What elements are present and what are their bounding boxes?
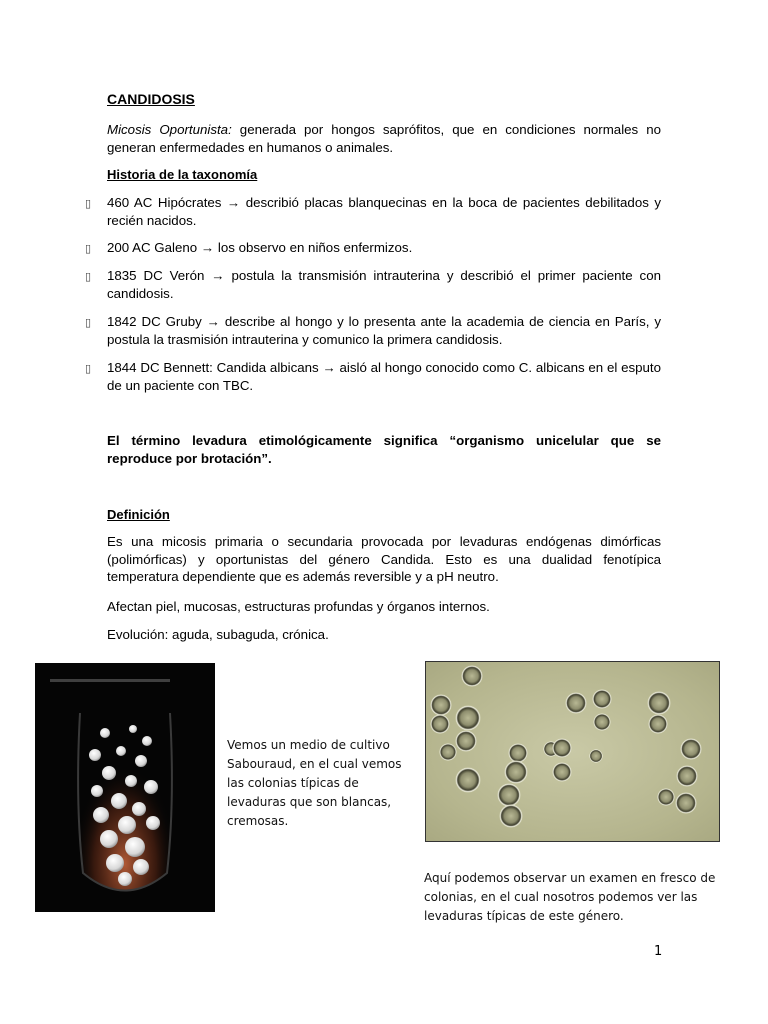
page-title: CANDIDOSIS [107,91,195,107]
history-item: 1844 DC Bennett: Candida albicans → aisló al hongo conocido como C. albicans en el esputo de un paciente con TBC. [107,360,661,393]
history-item: 200 AC Galeno → los observo en niños enfermizos. [107,240,413,255]
intro-paragraph [107,121,661,156]
bullet-icon: ▯ [85,270,92,283]
definition-paragraph: Es una micosis primaria o secundaria provocada por levaduras endógenas dimórficas (polimórficas) y oportunistas del género Candida. Esto es una dualidad fenotípica temperatura dependiente que es además reversible y a pH neutro. [107,534,661,584]
bullet-icon: ▯ [85,316,92,329]
history-item: 460 AC Hipócrates → describió placas blanquecinas en la boca de pacientes debilitados y recién nacidos. [107,195,661,228]
page-number: 1 [654,944,663,959]
culture-tube-photo [35,663,215,912]
definition-heading: Definición [107,507,170,522]
microscopy-caption: Aquí podemos observar un examen en fresco de colonias, en el cual nosotros podemos ver las levaduras típicas de este género. [424,871,716,923]
bullet-icon: ▯ [85,197,92,210]
affected-areas-paragraph: Afectan piel, mucosas, estructuras profundas y órganos internos. [107,599,490,614]
culture-caption: Vemos un medio de cultivo Sabouraud, en el cual vemos las colonias típicas de levaduras que son blancas, cremosas. [227,738,402,828]
intro-text: generada por hongos saprófitos, que en condiciones normales no generan enfermedades en humanos o animales. [107,122,661,155]
history-item: 1835 DC Verón → postula la transmisión intrauterina y describió el primer paciente con candidosis. [107,268,661,301]
bullet-icon: ▯ [85,242,92,255]
evolution-paragraph: Evolución: aguda, subaguda, crónica. [107,627,329,642]
yeast-etymology-note: El término levadura etimológicamente significa “organismo unicelular que se reproduce por brotación”. [107,433,661,466]
history-heading: Historia de la taxonomía [107,167,258,182]
history-item: 1842 DC Gruby → describe al hongo y lo presenta ante la academia de ciencia en París, y postula la trasmisión intrauterina y comunico la primera candidosis. [107,314,661,347]
microscopy-photo [425,661,720,842]
bullet-icon: ▯ [85,362,92,375]
intro-term: Micosis Oportunista: [107,122,232,137]
